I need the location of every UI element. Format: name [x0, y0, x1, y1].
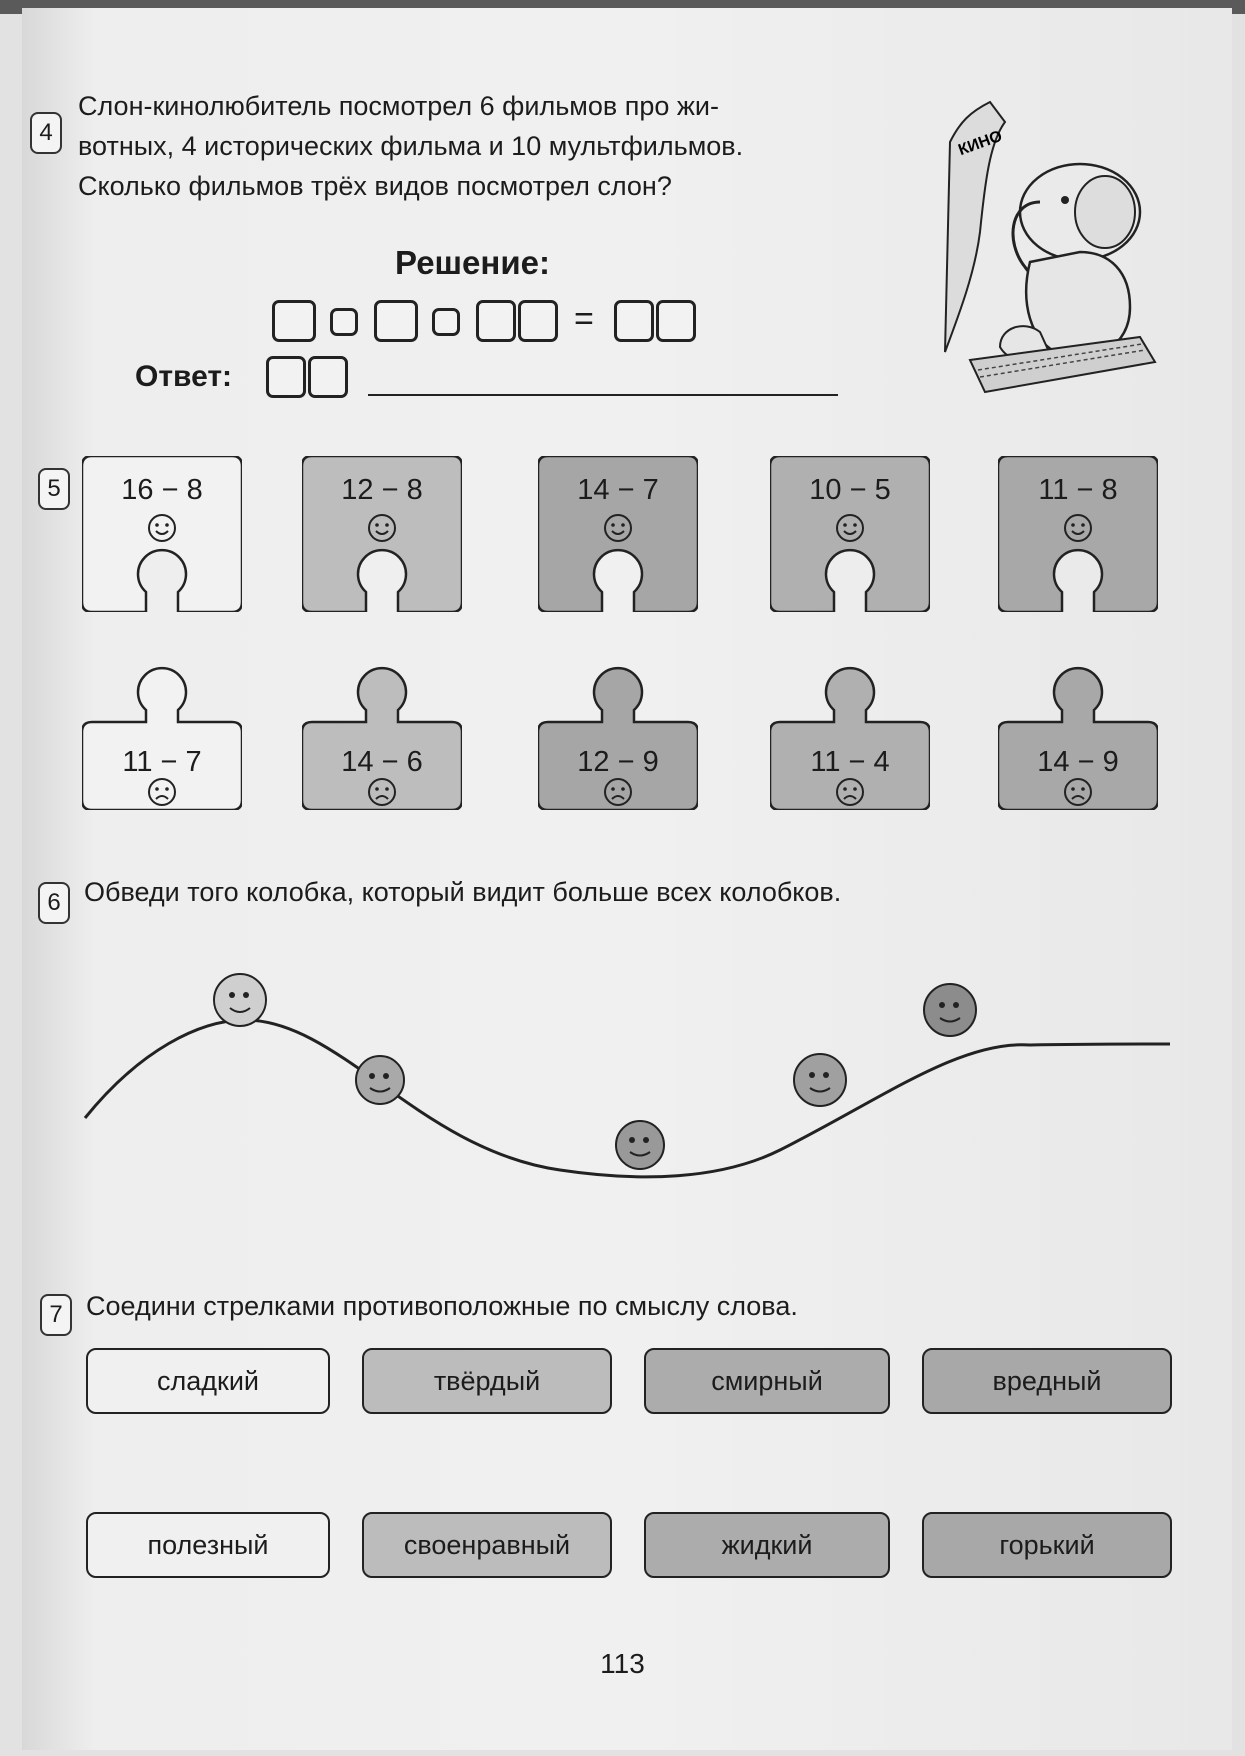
task-4-line-1: Слон-кинолюбитель посмотрел 6 фильмов про жи-: [78, 91, 719, 121]
solution-cell[interactable]: [374, 300, 418, 342]
elephant-illustration: [930, 92, 1170, 412]
poster-text: КИНО: [956, 127, 1005, 160]
kolobok[interactable]: [356, 1056, 404, 1104]
puzzle-expression: 14 − 6: [341, 746, 423, 778]
puzzle-expression: 12 − 8: [341, 474, 423, 506]
answer-cell[interactable]: [308, 356, 348, 398]
answer-line[interactable]: [368, 394, 838, 396]
task-5-number: 5: [38, 468, 70, 510]
hill-scene: [80, 940, 1180, 1240]
puzzle-expression: 12 − 9: [577, 746, 659, 778]
puzzle-expression: 11 − 4: [810, 746, 890, 778]
answer-label: Ответ:: [135, 360, 233, 393]
solution-label: Решение:: [395, 244, 550, 281]
puzzle-expression: 14 − 9: [1037, 746, 1119, 778]
puzzle-expression: 14 − 7: [577, 474, 659, 506]
word-hard[interactable]: твёрдый: [362, 1348, 612, 1414]
operator-cell[interactable]: [432, 308, 460, 336]
kolobok[interactable]: [794, 1054, 846, 1106]
puzzle-expression: 11 − 7: [122, 746, 202, 778]
page-number: 113: [600, 1648, 645, 1679]
word-sweet[interactable]: сладкий: [86, 1348, 330, 1414]
solution-cell[interactable]: [476, 300, 516, 342]
word-harmful[interactable]: вредный: [922, 1348, 1172, 1414]
solution-cell[interactable]: [518, 300, 558, 342]
puzzle-expression: 11 − 8: [1038, 474, 1118, 506]
elephant-ear: [1075, 176, 1135, 248]
word-bitter[interactable]: горький: [922, 1512, 1172, 1578]
elephant-eye: [1061, 196, 1069, 204]
kolobok[interactable]: [924, 984, 976, 1036]
task-6-number: 6: [38, 882, 70, 924]
word-useful[interactable]: полезный: [86, 1512, 330, 1578]
task-6-text: Обведи того колобка, который видит больше всех колобков.: [84, 877, 842, 907]
operator-cell[interactable]: [330, 308, 358, 336]
task-7-text: Соедини стрелками противоположные по смыслу слова.: [86, 1291, 798, 1321]
kolobok[interactable]: [214, 974, 266, 1026]
task-7-number: 7: [40, 1294, 72, 1336]
answer-cell[interactable]: [266, 356, 306, 398]
equals-sign: =: [574, 300, 594, 338]
task-4-line-3: Сколько фильмов трёх видов посмотрел слон?: [78, 171, 672, 201]
result-cell[interactable]: [614, 300, 654, 342]
task-4-line-2: вотных, 4 исторических фильма и 10 мультфильмов.: [78, 131, 744, 161]
task-4-number: 4: [30, 112, 62, 154]
word-meek[interactable]: смирный: [644, 1348, 890, 1414]
puzzle-expression: 10 − 5: [809, 474, 891, 506]
word-wayward[interactable]: своенравный: [362, 1512, 612, 1578]
solution-cell[interactable]: [272, 300, 316, 342]
puzzle-expression: 16 − 8: [121, 474, 203, 506]
kolobok[interactable]: [616, 1121, 664, 1169]
word-liquid[interactable]: жидкий: [644, 1512, 890, 1578]
result-cell[interactable]: [656, 300, 696, 342]
